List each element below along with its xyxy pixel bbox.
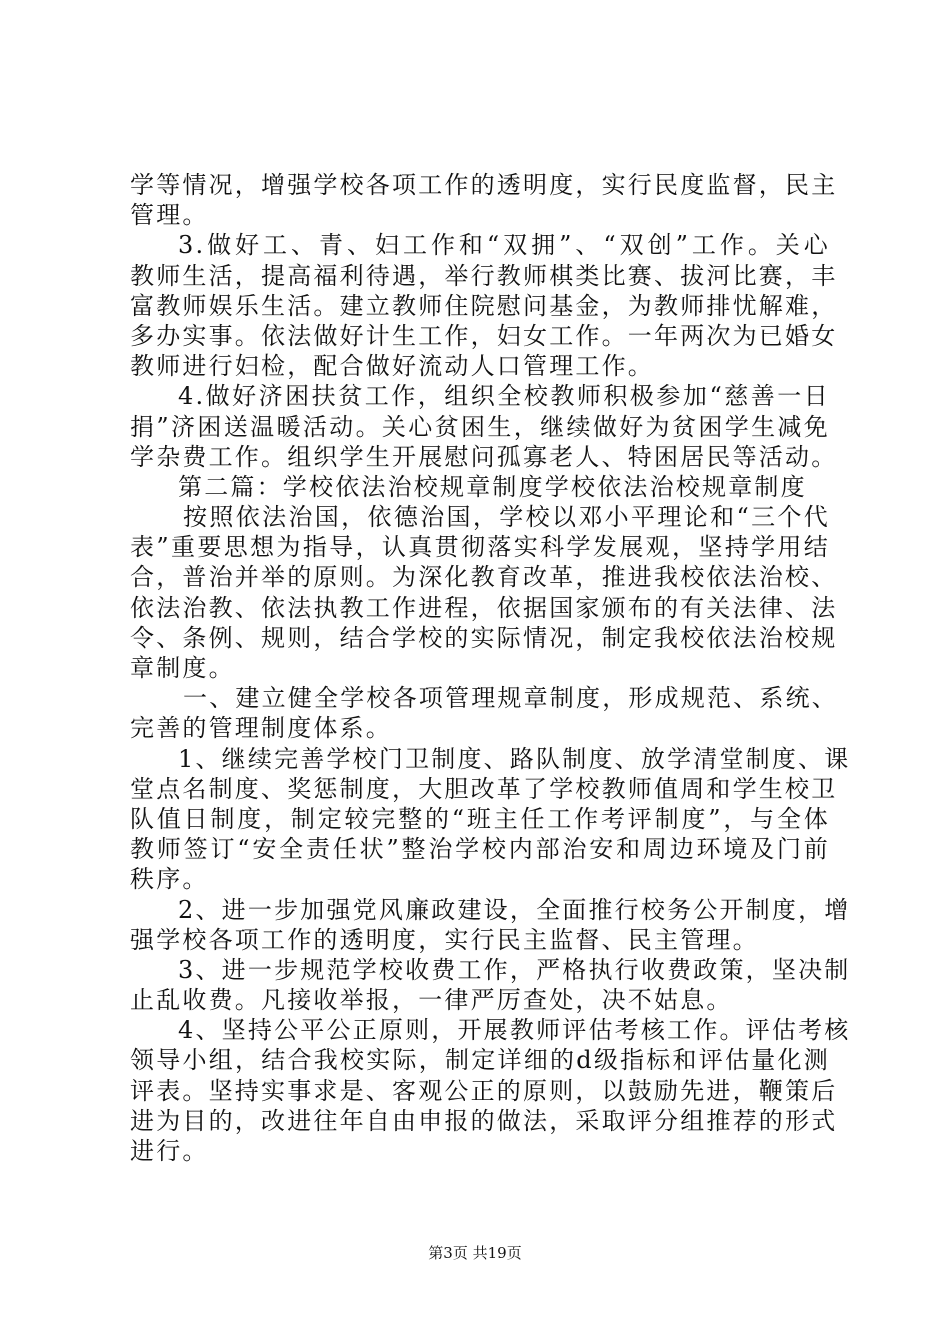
- paragraph-line: 强学校各项工作的透明度，实行民主监督、民主管理。: [130, 925, 759, 954]
- paragraph-line: 4、坚持公平公正原则，开展教师评估考核工作。评估考核: [178, 1016, 851, 1045]
- paragraph-line: 教师签订“安全责任状”整治学校内部治安和周边环境及门前: [130, 835, 830, 864]
- paragraph-line: 堂点名制度、奖惩制度，大胆改革了学校教师值周和学生校卫: [130, 774, 838, 803]
- document-body: [130, 170, 851, 1166]
- paragraph-line: 领导小组，结合我校实际，制定详细的d级指标和评估量化测: [130, 1046, 830, 1075]
- paragraph-line: 评表。坚持实事求是、客观公正的原则，以鼓励先进，鞭策后: [130, 1076, 838, 1105]
- paragraph-line: 按照依法治国，依德治国，学校以邓小平理论和“三个代: [183, 503, 830, 532]
- paragraph-line: 章制度。: [130, 654, 235, 682]
- paragraph-line: 合，普治并举的原则。为深化教育改革，推进我校依法治校、: [130, 563, 838, 592]
- paragraph-line: 多办实事。依法做好计生工作，妇女工作。一年两次为已婚女: [130, 321, 838, 350]
- paragraph-line: 4.做好济困扶贫工作，组织全校教师积极参加“慈善一日: [178, 382, 830, 411]
- paragraph-line: 管理。: [130, 201, 209, 230]
- paragraph-line: 进行。: [130, 1137, 209, 1165]
- paragraph-line: 教师生活，提高福利待遇，举行教师棋类比赛、拔河比赛，丰: [130, 261, 838, 290]
- paragraph-line: 表”重要思想为指导，认真贯彻落实科学发展观，坚持学用结: [130, 533, 830, 562]
- paragraph-line: 学杂费工作。组织学生开展慰问孤寡老人、特困居民等活动。: [130, 442, 838, 471]
- page-number-footer: 第3页 共19页: [428, 1244, 522, 1262]
- paragraph-line: 教师进行妇检，配合做好流动人口管理工作。: [130, 352, 654, 381]
- paragraph-line: 一、建立健全学校各项管理规章制度，形成规范、系统、: [183, 684, 838, 713]
- paragraph-line: 止乱收费。凡接收举报，一律严厉查处，决不姑息。: [130, 986, 733, 1015]
- paragraph-line: 秩序。: [130, 865, 209, 894]
- paragraph-line: 队值日制度，制定较完整的“班主任工作考评制度”，与全体: [130, 804, 830, 833]
- paragraph-line: 富教师娱乐生活。建立教师住院慰问基金，为教师排忧解难，: [130, 291, 838, 320]
- paragraph-line: 学等情况，增强学校各项工作的透明度，实行民度监督，民主: [130, 171, 838, 199]
- paragraph-line: 捐”济困送温暖活动。关心贫困生，继续做好为贫困学生减免: [130, 412, 830, 441]
- paragraph-line: 令、条例、规则，结合学校的实际情况，制定我校依法治校规: [130, 623, 838, 652]
- paragraph-line: 完善的管理制度体系。: [130, 714, 392, 743]
- paragraph-line: 3、进一步规范学校收费工作，严格执行收费政策，坚决制: [178, 955, 851, 984]
- section-heading: 第二篇：学校依法治校规章制度学校依法治校规章制度: [178, 472, 807, 501]
- paragraph-line: 3.做好工、青、妇工作和“双拥”、“双创”工作。关心: [178, 231, 830, 260]
- paragraph-line: 进为目的，改进往年自由申报的做法，采取评分组推荐的形式: [130, 1106, 838, 1135]
- paragraph-line: 2、进一步加强党风廉政建设，全面推行校务公开制度，增: [178, 895, 851, 924]
- paragraph-line: 1、继续完善学校门卫制度、路队制度、放学清堂制度、课: [178, 744, 851, 773]
- paragraph-line: 依法治教、依法执教工作进程，依据国家颁布的有关法律、法: [130, 593, 838, 622]
